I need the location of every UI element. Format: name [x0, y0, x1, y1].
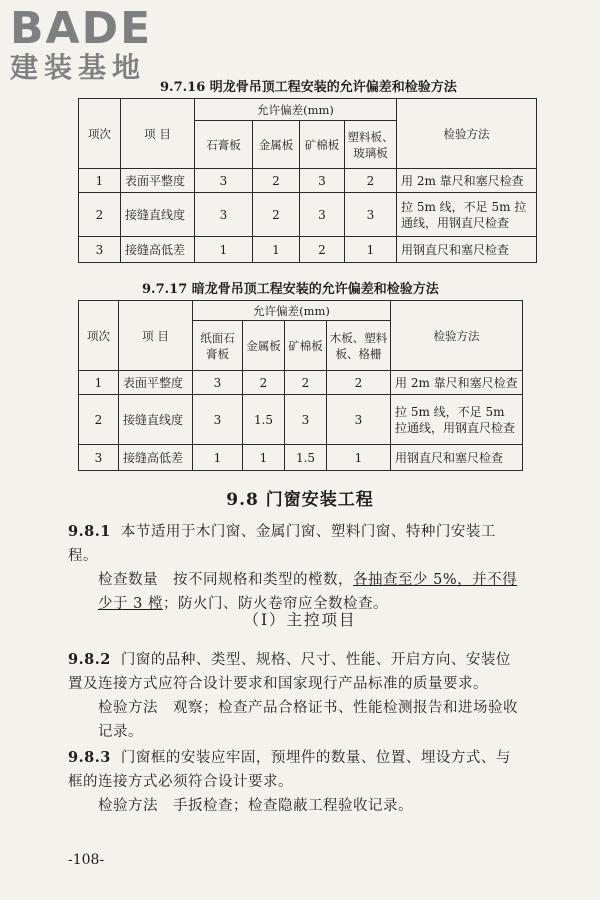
- cell-method: 用钢直尺和塞尺检查: [397, 237, 537, 263]
- clause-number: 9.8.3: [68, 749, 111, 766]
- cell-method: 拉 5m 线，不足 5m 拉通线，用钢直尺检查: [391, 395, 523, 445]
- cell-no: 1: [79, 371, 119, 395]
- table1: [78, 98, 537, 263]
- header-method: 检验方法: [397, 99, 537, 169]
- cell-item: 接缝直线度: [119, 395, 193, 445]
- clause-9-8-3: [68, 746, 518, 818]
- table-row: [79, 371, 523, 395]
- cell-item: 表面平整度: [121, 169, 195, 193]
- inspection-method: 检验方法 观察；检查产品合格证书、性能检测报告和进场验收记录。: [98, 700, 518, 740]
- cell-no: 3: [79, 445, 119, 471]
- clause-9-8-2: [68, 648, 518, 744]
- header-material: 金属板: [243, 321, 285, 371]
- table-row: [79, 445, 523, 471]
- clause-text: 门窗的品种、类型、规格、尺寸、性能、开启方向、安装位置及连接方式应符合设计要求和国家现行产品标准的质量要求。: [68, 652, 511, 692]
- header-item: 项 目: [121, 99, 195, 169]
- logo-wordmark: BADE: [10, 3, 153, 54]
- header-deviation: 允许偏差(mm): [193, 301, 391, 321]
- header-item-no: 项次: [79, 301, 119, 371]
- header-item: 项 目: [119, 301, 193, 371]
- cell-value: 3: [195, 193, 253, 237]
- site-logo: [10, 3, 180, 84]
- cell-method: 拉 5m 线，不足 5m 拉通线，用钢直尺检查: [397, 193, 537, 237]
- cell-value: 1: [345, 237, 397, 263]
- cell-value: 3: [345, 193, 397, 237]
- cell-item: 表面平整度: [119, 371, 193, 395]
- inspection-qty-text: ；防火门、防火卷帘应全数检查。: [162, 596, 388, 612]
- cell-value: 3: [327, 395, 391, 445]
- cell-value: 3: [193, 371, 243, 395]
- cell-value: 2: [345, 169, 397, 193]
- table2-title: 9.7.17 暗龙骨吊顶工程安装的允许偏差和检验方法: [142, 282, 439, 297]
- cell-no: 2: [79, 193, 121, 237]
- cell-value: 3: [195, 169, 253, 193]
- cell-value: 3: [300, 169, 345, 193]
- inspection-method: 检验方法 手扳检查；检查隐蔽工程验收记录。: [98, 798, 413, 814]
- cell-method: 用钢直尺和塞尺检查: [391, 445, 523, 471]
- cell-value: 1.5: [243, 395, 285, 445]
- table-row: [79, 237, 537, 263]
- cell-value: 1: [243, 445, 285, 471]
- cell-value: 3: [300, 193, 345, 237]
- header-deviation: 允许偏差(mm): [195, 99, 397, 121]
- cell-value: 1: [193, 445, 243, 471]
- cell-value: 2: [300, 237, 345, 263]
- cell-value: 1: [195, 237, 253, 263]
- table-row: [79, 193, 537, 237]
- header-material: 木板、塑料板、格栅: [327, 321, 391, 371]
- header-material: 金属板: [253, 121, 300, 169]
- header-material: 矿棉板: [285, 321, 327, 371]
- header-material: 塑料板、玻璃板: [345, 121, 397, 169]
- table-row: [79, 395, 523, 445]
- cell-no: 1: [79, 169, 121, 193]
- cell-value: 1: [253, 237, 300, 263]
- clause-number: 9.8.1: [68, 523, 111, 540]
- underlined-requirement: 各抽查至少 5%，并不得少于 3 樘: [98, 572, 518, 612]
- logo-subtitle: 建装基地: [10, 51, 147, 84]
- cell-no: 3: [79, 237, 121, 263]
- clause-number: 9.8.2: [68, 651, 111, 668]
- header-material: 矿棉板: [300, 121, 345, 169]
- cell-value: 3: [285, 395, 327, 445]
- cell-value: 1.5: [285, 445, 327, 471]
- cell-item: 接缝直线度: [121, 193, 195, 237]
- clause-text: 门窗框的安装应牢固，预埋件的数量、位置、埋设方式、与框的连接方式必须符合设计要求。: [68, 750, 511, 790]
- subsection-heading: （Ⅰ）主控项目: [243, 611, 357, 629]
- clause-9-8-1: [68, 520, 518, 616]
- cell-item: 接缝高低差: [121, 237, 195, 263]
- header-item-no: 项次: [79, 99, 121, 169]
- section-heading: 9.8 门窗安装工程: [226, 490, 374, 510]
- cell-method: 用 2m 靠尺和塞尺检查: [391, 371, 523, 395]
- cell-value: 2: [327, 371, 391, 395]
- cell-value: 1: [327, 445, 391, 471]
- cell-item: 接缝高低差: [119, 445, 193, 471]
- cell-value: 2: [253, 193, 300, 237]
- inspection-qty-text: 检查数量 按不同规格和类型的樘数，: [98, 572, 353, 588]
- cell-no: 2: [79, 395, 119, 445]
- cell-value: 3: [193, 395, 243, 445]
- clause-text: 本节适用于木门窗、金属门窗、塑料门窗、特种门安装工程。: [68, 524, 496, 564]
- cell-value: 2: [253, 169, 300, 193]
- header-method: 检验方法: [391, 301, 523, 371]
- header-material: 石膏板: [195, 121, 253, 169]
- cell-value: 2: [285, 371, 327, 395]
- cell-method: 用 2m 靠尺和塞尺检查: [397, 169, 537, 193]
- table1-title: 9.7.16 明龙骨吊顶工程安装的允许偏差和检验方法: [160, 80, 457, 95]
- header-material: 纸面石膏板: [193, 321, 243, 371]
- cell-value: 2: [243, 371, 285, 395]
- table-row: [79, 169, 537, 193]
- table2: [78, 300, 523, 471]
- page-number: -108-: [68, 852, 105, 868]
